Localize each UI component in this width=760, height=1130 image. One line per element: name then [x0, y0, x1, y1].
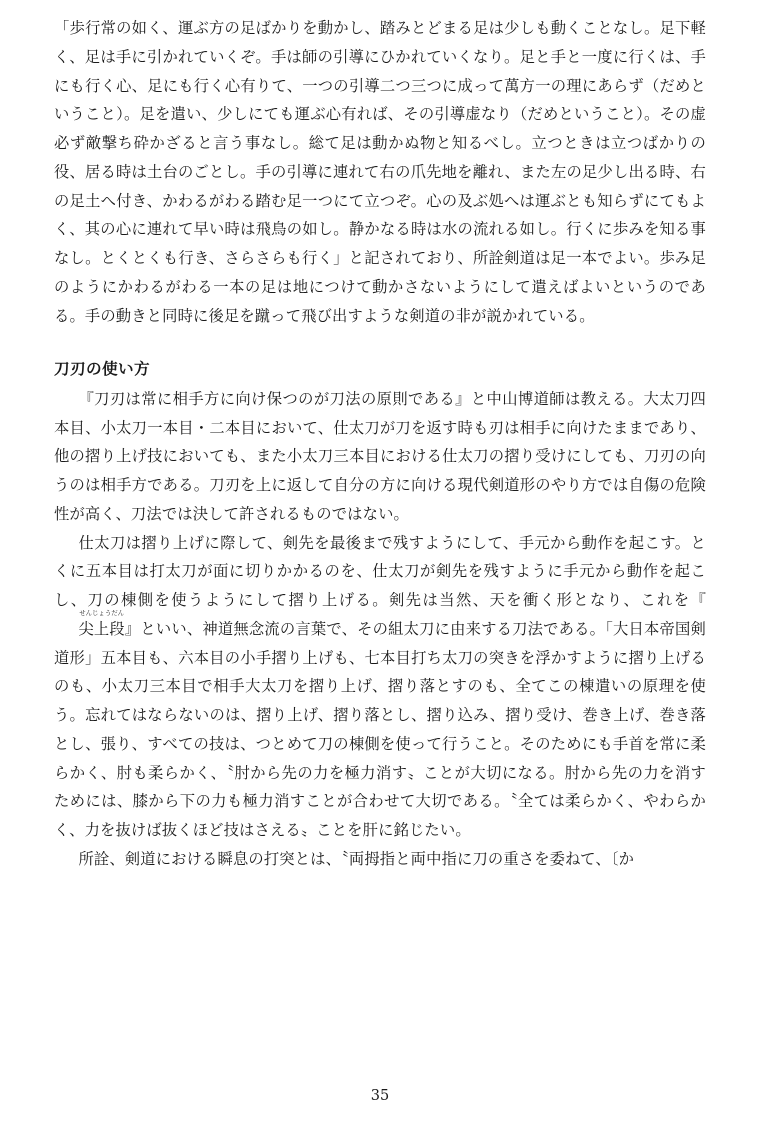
section-heading-blade-usage: 刀刃の使い方	[54, 360, 150, 379]
page-number: 35	[370, 1088, 390, 1104]
paragraph-instant-strike: 所詮、剣道における瞬息の打突とは、〝両拇指と両中指に刀の重さを委ねて、〔か	[78, 849, 635, 868]
paragraph-suriage-part2: 』といい、神道無念流の言葉で、その組太刀に由来する刀法である。「大日本帝国剣道形」五本目も、六本目の小手摺り上げも、七本目打ち太刀の突きを浮かすように摺り上げるのも、小太刀三本目で相手大太刀を摺り上げ、摺り落とすのも、全てこの棟遣いの原理を使う。忘れてはならないのは、摺り上げ、摺り落とし、摺り込み、摺り受け、巻き上げ、巻き落とし、張り、すべての技は、つとめて刀の棟側を使って行うこと。そのためにも手首を常に柔らかく、肘も柔らかく、〝肘から先の力を極力消す〟ことが大切になる。肘から先の力を消すためには、膝から下の力も極力消すことが合わせて大切である。〝全ては柔らかく、やわらかく、力を抜けば抜くほど技はさえる〟ことを肝に銘じたい。	[54, 619, 706, 839]
paragraph-quoted-walking: 「歩行常の如く、運ぶ方の足ばかりを動かし、踏みとどまる足は少しも動くことなし。足下軽く、足は手に引かれていくぞ。手は師の引導にひかれていくなり。足と手と一度に行くは、手にも行く心、足にも行く心有りて、一つの引導二つ三つに成って萬方一の理にあらず（だめということ）。足を遣い、少しにても運ぶ心有れば、その引導虚なり（だめということ）。その虚必ず敵撃ち砕かざると言う事なし。総て足は動かぬ物と知るべし。立つときは立つばかりの役、居る時は土台のごとし。手の引導に連れて右の爪先地を離れ、また左の足少し出る時、右の足土へ付き、かわるがわる踏む足一つにて立つぞ。心の及ぶ処へは運ぶとも知らずにてもよく、其の心に連れて早い時は飛鳥の如し。静かなる時は水の流れる如し。行くに歩みを知る事なし。とくとくも行き、さらさらも行く」と記されており、所詮剣道は足一本でよい。歩み足のようにかわるがわる一本の足は地につけて動かさないようにして遣えばよいというのである。手の動きと同時に後足を蹴って飛び出すような剣道の非が説かれている。	[54, 19, 706, 325]
ruby-reading: せんじょうだん	[79, 609, 125, 618]
paragraph-suriage-part1: 仕太刀は摺り上げに際して、剣先を最後まで残すようにして、手元から動作を起こす。とくに五本目は打太刀が面に切りかかるのを、仕太刀が剣先を残すように手元から動作を起こし、刀の棟側を使うようにして摺り上げる。剣先は当然、天を衝く形となり、これを『	[54, 533, 706, 609]
section-spacer	[54, 330, 706, 356]
ruby-base: 尖上段	[78, 619, 125, 638]
ruby-senjoudan	[54, 609, 125, 644]
paragraph-blade-principle: 『刀刃は常に相手方に向け保つのが刀法の原則である』と中山博道師は教える。大太刀四本目、小太刀一本目・二本目において、仕太刀が刀を返す時も刃は相手に向けたままであり、他の摺り上げ技においても、また小太刀三本目における仕太刀の摺り受けにしても、刀刃の向うのは相手方である。刀刃を上に返して自分の方に向ける現代剣道形のやり方では自傷の危険性が高く、刀法では決して許されるものではない。	[54, 389, 706, 523]
paragraph-suriage-technique	[54, 529, 706, 845]
